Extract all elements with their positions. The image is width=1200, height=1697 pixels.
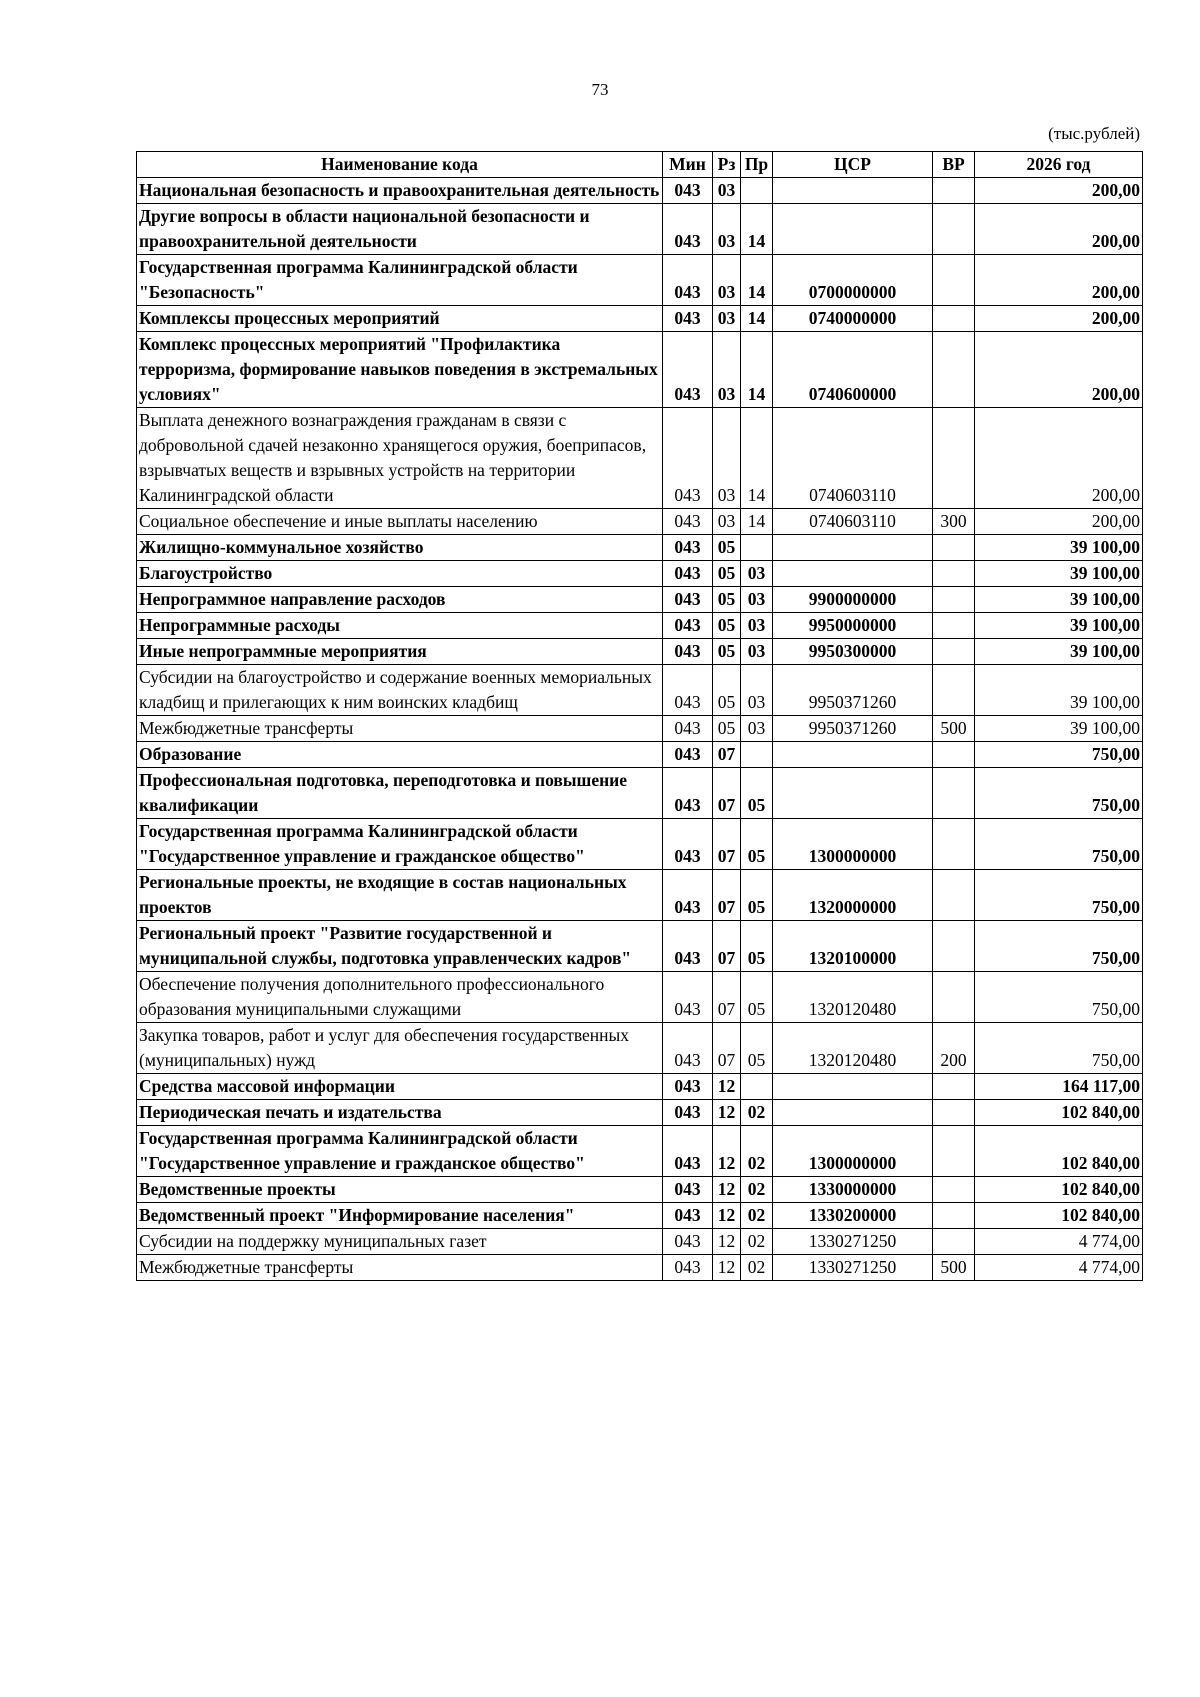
- cell-name: Субсидии на благоустройство и содержание военных мемориальных кладбищ и прилегающих к ним воинских кладбищ: [137, 665, 663, 716]
- budget-table: [136, 151, 1143, 1281]
- cell-rz: 05: [713, 535, 741, 561]
- cell-name: Региональный проект "Развитие государственной и муниципальной службы, подготовка управленческих кадров": [137, 921, 663, 972]
- cell-rz: 05: [713, 587, 741, 613]
- cell-min: 043: [663, 306, 713, 332]
- cell-rz: 03: [713, 306, 741, 332]
- cell-amount: 164 117,00: [975, 1074, 1143, 1100]
- cell-vr: [933, 204, 975, 255]
- column-header-min: Мин: [663, 152, 713, 178]
- cell-csr: 9950000000: [773, 613, 933, 639]
- table-row: [137, 178, 1143, 204]
- cell-csr: 9900000000: [773, 587, 933, 613]
- cell-min: 043: [663, 1023, 713, 1074]
- cell-min: 043: [663, 768, 713, 819]
- cell-vr: [933, 332, 975, 408]
- cell-amount: 200,00: [975, 408, 1143, 509]
- column-header-name: Наименование кода: [137, 152, 663, 178]
- cell-pr: 03: [741, 587, 773, 613]
- cell-name: Ведомственный проект "Информирование населения": [137, 1203, 663, 1229]
- cell-pr: 05: [741, 972, 773, 1023]
- cell-csr: [773, 1074, 933, 1100]
- cell-csr: [773, 535, 933, 561]
- cell-amount: 750,00: [975, 972, 1143, 1023]
- table-row: [137, 742, 1143, 768]
- table-row: [137, 1023, 1143, 1074]
- cell-vr: [933, 613, 975, 639]
- cell-min: 043: [663, 1177, 713, 1203]
- cell-csr: [773, 561, 933, 587]
- cell-vr: [933, 561, 975, 587]
- cell-amount: 200,00: [975, 178, 1143, 204]
- cell-name: Периодическая печать и издательства: [137, 1100, 663, 1126]
- cell-min: 043: [663, 408, 713, 509]
- cell-name: Государственная программа Калининградской области "Безопасность": [137, 255, 663, 306]
- unit-note: (тыс.рублей): [1048, 124, 1140, 143]
- cell-pr: 05: [741, 921, 773, 972]
- cell-csr: 1320120480: [773, 972, 933, 1023]
- table-row: [137, 1255, 1143, 1281]
- cell-min: 043: [663, 587, 713, 613]
- cell-min: 043: [663, 972, 713, 1023]
- table-row: [137, 1177, 1143, 1203]
- cell-csr: [773, 1100, 933, 1126]
- cell-vr: [933, 639, 975, 665]
- cell-rz: 05: [713, 665, 741, 716]
- cell-pr: 02: [741, 1177, 773, 1203]
- cell-pr: 14: [741, 306, 773, 332]
- cell-csr: 9950300000: [773, 639, 933, 665]
- cell-name: Жилищно-коммунальное хозяйство: [137, 535, 663, 561]
- table-row: [137, 665, 1143, 716]
- table-row: [137, 921, 1143, 972]
- cell-vr: [933, 1126, 975, 1177]
- cell-rz: 03: [713, 178, 741, 204]
- cell-amount: 4 774,00: [975, 1255, 1143, 1281]
- cell-pr: 05: [741, 870, 773, 921]
- cell-csr: 0740603110: [773, 509, 933, 535]
- table-row: [137, 1100, 1143, 1126]
- cell-rz: 03: [713, 509, 741, 535]
- cell-csr: 1300000000: [773, 1126, 933, 1177]
- cell-min: 043: [663, 613, 713, 639]
- cell-pr: [741, 1074, 773, 1100]
- cell-csr: [773, 742, 933, 768]
- cell-vr: [933, 1177, 975, 1203]
- cell-min: 043: [663, 1126, 713, 1177]
- cell-pr: 02: [741, 1203, 773, 1229]
- table-row: [137, 716, 1143, 742]
- table-row: [137, 613, 1143, 639]
- cell-amount: 102 840,00: [975, 1126, 1143, 1177]
- cell-rz: 12: [713, 1074, 741, 1100]
- cell-amount: 750,00: [975, 742, 1143, 768]
- cell-rz: 05: [713, 561, 741, 587]
- cell-pr: 14: [741, 408, 773, 509]
- cell-min: 043: [663, 1100, 713, 1126]
- cell-csr: 0700000000: [773, 255, 933, 306]
- cell-rz: 12: [713, 1126, 741, 1177]
- cell-min: 043: [663, 639, 713, 665]
- cell-name: Государственная программа Калининградской области "Государственное управление и гражданское общество": [137, 1126, 663, 1177]
- table-row: [137, 408, 1143, 509]
- table-row: [137, 204, 1143, 255]
- cell-amount: 39 100,00: [975, 665, 1143, 716]
- cell-csr: [773, 204, 933, 255]
- cell-vr: 200: [933, 1023, 975, 1074]
- cell-vr: [933, 1100, 975, 1126]
- cell-amount: 39 100,00: [975, 535, 1143, 561]
- cell-rz: 03: [713, 204, 741, 255]
- column-header-csr: ЦСР: [773, 152, 933, 178]
- cell-vr: [933, 178, 975, 204]
- cell-csr: 1330000000: [773, 1177, 933, 1203]
- cell-amount: 200,00: [975, 255, 1143, 306]
- cell-rz: 05: [713, 639, 741, 665]
- cell-name: Профессиональная подготовка, переподготовка и повышение квалификации: [137, 768, 663, 819]
- cell-min: 043: [663, 870, 713, 921]
- cell-pr: 02: [741, 1229, 773, 1255]
- cell-name: Образование: [137, 742, 663, 768]
- cell-pr: [741, 178, 773, 204]
- cell-name: Закупка товаров, работ и услуг для обеспечения государственных (муниципальных) нужд: [137, 1023, 663, 1074]
- cell-name: Социальное обеспечение и иные выплаты населению: [137, 509, 663, 535]
- cell-rz: 12: [713, 1100, 741, 1126]
- cell-pr: 05: [741, 1023, 773, 1074]
- cell-vr: [933, 921, 975, 972]
- cell-csr: [773, 768, 933, 819]
- cell-csr: 1330271250: [773, 1255, 933, 1281]
- cell-rz: 12: [713, 1177, 741, 1203]
- cell-min: 043: [663, 1074, 713, 1100]
- cell-min: 043: [663, 1255, 713, 1281]
- cell-amount: 200,00: [975, 306, 1143, 332]
- cell-min: 043: [663, 255, 713, 306]
- cell-pr: 03: [741, 613, 773, 639]
- table-row: [137, 870, 1143, 921]
- column-header-rz: Рз: [713, 152, 741, 178]
- table-row: [137, 1229, 1143, 1255]
- cell-name: Комплекс процессных мероприятий "Профилактика терроризма, формирование навыков поведения в экстремальных условиях": [137, 332, 663, 408]
- cell-vr: [933, 768, 975, 819]
- cell-min: 043: [663, 535, 713, 561]
- cell-amount: 39 100,00: [975, 716, 1143, 742]
- cell-name: Непрограммные расходы: [137, 613, 663, 639]
- cell-name: Ведомственные проекты: [137, 1177, 663, 1203]
- cell-csr: 0740000000: [773, 306, 933, 332]
- table-row: [137, 768, 1143, 819]
- cell-name: Субсидии на поддержку муниципальных газет: [137, 1229, 663, 1255]
- cell-vr: 500: [933, 716, 975, 742]
- cell-name: Межбюджетные трансферты: [137, 1255, 663, 1281]
- cell-amount: 39 100,00: [975, 587, 1143, 613]
- cell-rz: 03: [713, 332, 741, 408]
- column-header-amount: 2026 год: [975, 152, 1143, 178]
- cell-name: Другие вопросы в области национальной безопасности и правоохранительной деятельности: [137, 204, 663, 255]
- table-row: [137, 587, 1143, 613]
- page-number: 73: [591, 80, 609, 99]
- cell-pr: 03: [741, 716, 773, 742]
- cell-min: 043: [663, 178, 713, 204]
- cell-csr: 0740603110: [773, 408, 933, 509]
- cell-name: Обеспечение получения дополнительного профессионального образования муниципальными служащими: [137, 972, 663, 1023]
- cell-rz: 12: [713, 1203, 741, 1229]
- table-row: [137, 509, 1143, 535]
- cell-pr: 02: [741, 1100, 773, 1126]
- cell-rz: 07: [713, 768, 741, 819]
- cell-name: Непрограммное направление расходов: [137, 587, 663, 613]
- cell-amount: 39 100,00: [975, 639, 1143, 665]
- cell-pr: [741, 742, 773, 768]
- cell-name: Государственная программа Калининградской области "Государственное управление и гражданское общество": [137, 819, 663, 870]
- cell-min: 043: [663, 819, 713, 870]
- table-row: [137, 819, 1143, 870]
- cell-vr: [933, 819, 975, 870]
- cell-pr: 14: [741, 255, 773, 306]
- table-row: [137, 1126, 1143, 1177]
- cell-csr: 1320120480: [773, 1023, 933, 1074]
- cell-csr: 9950371260: [773, 665, 933, 716]
- cell-rz: 03: [713, 408, 741, 509]
- cell-vr: 500: [933, 1255, 975, 1281]
- cell-rz: 07: [713, 921, 741, 972]
- cell-rz: 07: [713, 742, 741, 768]
- cell-rz: 03: [713, 255, 741, 306]
- table-row: [137, 561, 1143, 587]
- cell-name: Благоустройство: [137, 561, 663, 587]
- cell-amount: 750,00: [975, 870, 1143, 921]
- table-row: [137, 639, 1143, 665]
- cell-vr: [933, 587, 975, 613]
- cell-rz: 12: [713, 1255, 741, 1281]
- table-row: [137, 972, 1143, 1023]
- cell-min: 043: [663, 716, 713, 742]
- column-header-vr: ВР: [933, 152, 975, 178]
- cell-rz: 05: [713, 716, 741, 742]
- cell-name: Межбюджетные трансферты: [137, 716, 663, 742]
- cell-vr: [933, 535, 975, 561]
- cell-rz: 07: [713, 870, 741, 921]
- cell-vr: [933, 1203, 975, 1229]
- cell-csr: [773, 178, 933, 204]
- cell-amount: 750,00: [975, 921, 1143, 972]
- cell-min: 043: [663, 332, 713, 408]
- cell-min: 043: [663, 561, 713, 587]
- cell-pr: 14: [741, 332, 773, 408]
- cell-pr: 03: [741, 561, 773, 587]
- cell-amount: 39 100,00: [975, 613, 1143, 639]
- cell-vr: [933, 870, 975, 921]
- cell-min: 043: [663, 665, 713, 716]
- cell-amount: 39 100,00: [975, 561, 1143, 587]
- cell-min: 043: [663, 1203, 713, 1229]
- cell-vr: [933, 1229, 975, 1255]
- cell-amount: 750,00: [975, 1023, 1143, 1074]
- cell-amount: 200,00: [975, 204, 1143, 255]
- cell-amount: 102 840,00: [975, 1177, 1143, 1203]
- cell-vr: [933, 408, 975, 509]
- cell-csr: 1300000000: [773, 819, 933, 870]
- table-row: [137, 255, 1143, 306]
- cell-amount: 200,00: [975, 509, 1143, 535]
- cell-name: Выплата денежного вознаграждения гражданам в связи с добровольной сдачей незаконно хранящегося оружия, боеприпасов, взрывчатых веществ и взрывных устройств на территории Калининградской области: [137, 408, 663, 509]
- cell-rz: 07: [713, 819, 741, 870]
- cell-csr: 1330271250: [773, 1229, 933, 1255]
- cell-amount: 102 840,00: [975, 1100, 1143, 1126]
- cell-rz: 07: [713, 972, 741, 1023]
- cell-pr: 02: [741, 1126, 773, 1177]
- cell-pr: 05: [741, 819, 773, 870]
- table-header-row: [137, 152, 1143, 178]
- cell-name: Иные непрограммные мероприятия: [137, 639, 663, 665]
- cell-amount: 750,00: [975, 768, 1143, 819]
- table-row: [137, 306, 1143, 332]
- cell-vr: [933, 1074, 975, 1100]
- column-header-pr: Пр: [741, 152, 773, 178]
- cell-min: 043: [663, 204, 713, 255]
- cell-min: 043: [663, 509, 713, 535]
- table-row: [137, 535, 1143, 561]
- cell-amount: 750,00: [975, 819, 1143, 870]
- cell-vr: [933, 255, 975, 306]
- cell-pr: 02: [741, 1255, 773, 1281]
- cell-csr: 0740600000: [773, 332, 933, 408]
- cell-pr: [741, 535, 773, 561]
- table-row: [137, 332, 1143, 408]
- cell-vr: [933, 742, 975, 768]
- cell-csr: 1330200000: [773, 1203, 933, 1229]
- cell-name: Региональные проекты, не входящие в состав национальных проектов: [137, 870, 663, 921]
- cell-vr: [933, 306, 975, 332]
- cell-name: Средства массовой информации: [137, 1074, 663, 1100]
- cell-name: Национальная безопасность и правоохранительная деятельность: [137, 178, 663, 204]
- cell-name: Комплексы процессных мероприятий: [137, 306, 663, 332]
- cell-vr: 300: [933, 509, 975, 535]
- table-row: [137, 1203, 1143, 1229]
- cell-min: 043: [663, 1229, 713, 1255]
- cell-csr: 1320000000: [773, 870, 933, 921]
- cell-amount: 4 774,00: [975, 1229, 1143, 1255]
- table-row: [137, 1074, 1143, 1100]
- cell-rz: 12: [713, 1229, 741, 1255]
- cell-min: 043: [663, 921, 713, 972]
- cell-pr: 14: [741, 509, 773, 535]
- cell-amount: 102 840,00: [975, 1203, 1143, 1229]
- cell-csr: 1320100000: [773, 921, 933, 972]
- cell-vr: [933, 972, 975, 1023]
- cell-rz: 07: [713, 1023, 741, 1074]
- cell-pr: 14: [741, 204, 773, 255]
- cell-rz: 05: [713, 613, 741, 639]
- table-body: [137, 178, 1143, 1281]
- cell-min: 043: [663, 742, 713, 768]
- cell-vr: [933, 665, 975, 716]
- cell-pr: 05: [741, 768, 773, 819]
- cell-amount: 200,00: [975, 332, 1143, 408]
- cell-pr: 03: [741, 639, 773, 665]
- cell-pr: 03: [741, 665, 773, 716]
- cell-csr: 9950371260: [773, 716, 933, 742]
